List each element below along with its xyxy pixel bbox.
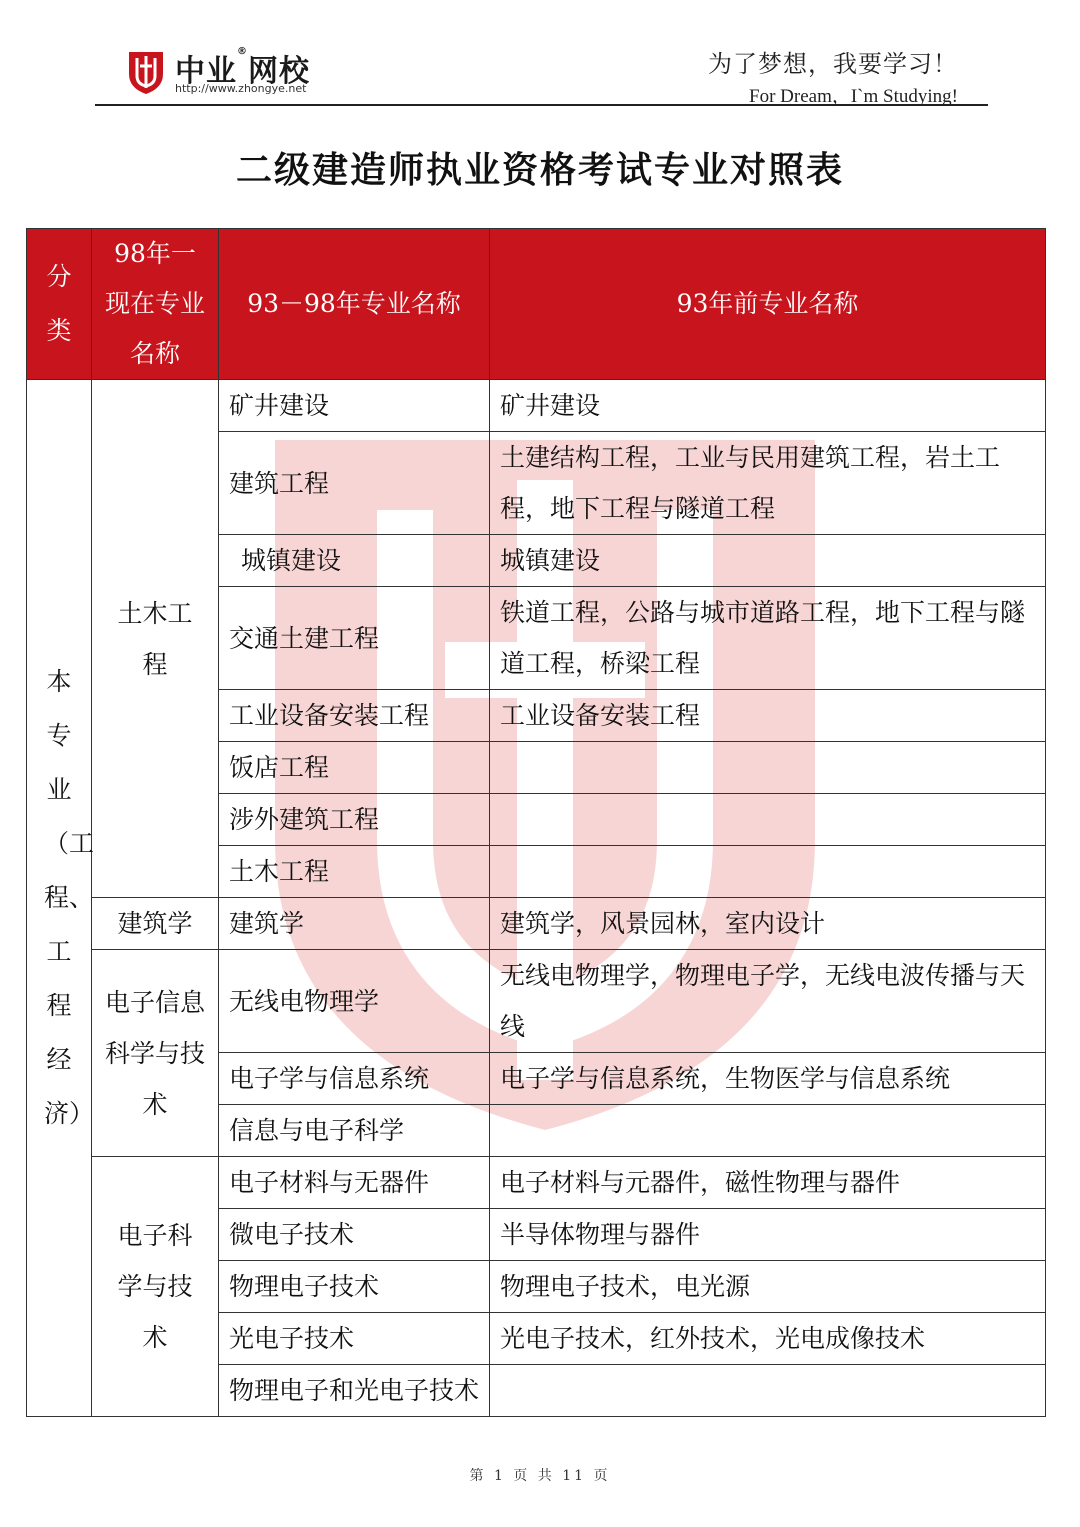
table-row — [27, 898, 1046, 950]
table-row — [27, 950, 1046, 1053]
major-93-98-cell: 土木工程 — [219, 846, 490, 898]
major-93-98-cell: 工业设备安装工程 — [219, 690, 490, 742]
page-footer: 第 1 页 共 11 页 — [469, 1468, 611, 1484]
logo-url: http://www.zhongye.net — [175, 82, 307, 95]
major-group-cell: 土木工程 — [92, 380, 219, 898]
major-pre-93-cell — [490, 1365, 1046, 1417]
major-93-98-cell: 无线电物理学 — [219, 950, 490, 1053]
major-group-cell: 建筑学 — [92, 898, 219, 950]
major-93-98-cell: 建筑学 — [219, 898, 490, 950]
major-pre-93-cell: 城镇建设 — [490, 535, 1046, 587]
logo-name: 中业®网校 — [175, 46, 310, 89]
major-93-98-cell: 电子学与信息系统 — [219, 1053, 490, 1105]
major-pre-93-cell — [490, 1105, 1046, 1157]
major-93-98-cell: 交通土建工程 — [219, 587, 490, 690]
major-pre-93-cell: 无线电物理学，物理电子学，无线电波传播与天线 — [490, 950, 1046, 1053]
header-93-98-major: 93－98年专业名称 — [219, 229, 490, 380]
major-93-98-cell: 物理电子技术 — [219, 1261, 490, 1313]
header-category: 分类 — [27, 229, 92, 380]
table-row — [27, 1157, 1046, 1209]
major-pre-93-cell — [490, 742, 1046, 794]
major-pre-93-cell: 铁道工程，公路与城市道路工程，地下工程与隧道工程，桥梁工程 — [490, 587, 1046, 690]
comparison-table — [26, 228, 1046, 1417]
major-93-98-cell: 涉外建筑工程 — [219, 794, 490, 846]
major-pre-93-cell — [490, 846, 1046, 898]
major-group-cell: 电子信息科学与技术 — [92, 950, 219, 1157]
major-pre-93-cell: 半导体物理与器件 — [490, 1209, 1046, 1261]
header-pre-93-major: 93年前专业名称 — [490, 229, 1046, 380]
major-pre-93-cell: 工业设备安装工程 — [490, 690, 1046, 742]
major-93-98-cell: 信息与电子科学 — [219, 1105, 490, 1157]
header-current-major: 98年一现在专业名称 — [92, 229, 219, 380]
major-93-98-cell: 城镇建设 — [219, 535, 490, 587]
major-pre-93-cell: 物理电子技术，电光源 — [490, 1261, 1046, 1313]
slogan-english: For Dream，I`m Studying! — [749, 86, 958, 107]
major-93-98-cell: 建筑工程 — [219, 432, 490, 535]
major-93-98-cell: 电子材料与无器件 — [219, 1157, 490, 1209]
table-header-row — [27, 229, 1046, 380]
major-pre-93-cell: 电子学与信息系统，生物医学与信息系统 — [490, 1053, 1046, 1105]
logo-icon — [125, 48, 167, 96]
table-row — [27, 380, 1046, 432]
slogan-chinese: 为了梦想，我要学习！ — [708, 50, 958, 78]
major-pre-93-cell: 土建结构工程，工业与民用建筑工程，岩土工程，地下工程与隧道工程 — [490, 432, 1046, 535]
major-pre-93-cell: 电子材料与元器件，磁性物理与器件 — [490, 1157, 1046, 1209]
major-93-98-cell: 矿井建设 — [219, 380, 490, 432]
major-93-98-cell: 物理电子和光电子技术 — [219, 1365, 490, 1417]
page-title: 二级建造师执业资格考试专业对照表 — [235, 150, 844, 191]
major-pre-93-cell: 建筑学，风景园林，室内设计 — [490, 898, 1046, 950]
major-93-98-cell: 微电子技术 — [219, 1209, 490, 1261]
major-group-cell: 电子科学与技术 — [92, 1157, 219, 1417]
page-header — [95, 38, 988, 106]
category-cell: 本专业（工程、工程经济） — [27, 380, 92, 1417]
major-93-98-cell: 光电子技术 — [219, 1313, 490, 1365]
major-pre-93-cell: 光电子技术，红外技术，光电成像技术 — [490, 1313, 1046, 1365]
major-93-98-cell: 饭店工程 — [219, 742, 490, 794]
slogan — [708, 44, 958, 108]
major-pre-93-cell: 矿井建设 — [490, 380, 1046, 432]
major-pre-93-cell — [490, 794, 1046, 846]
